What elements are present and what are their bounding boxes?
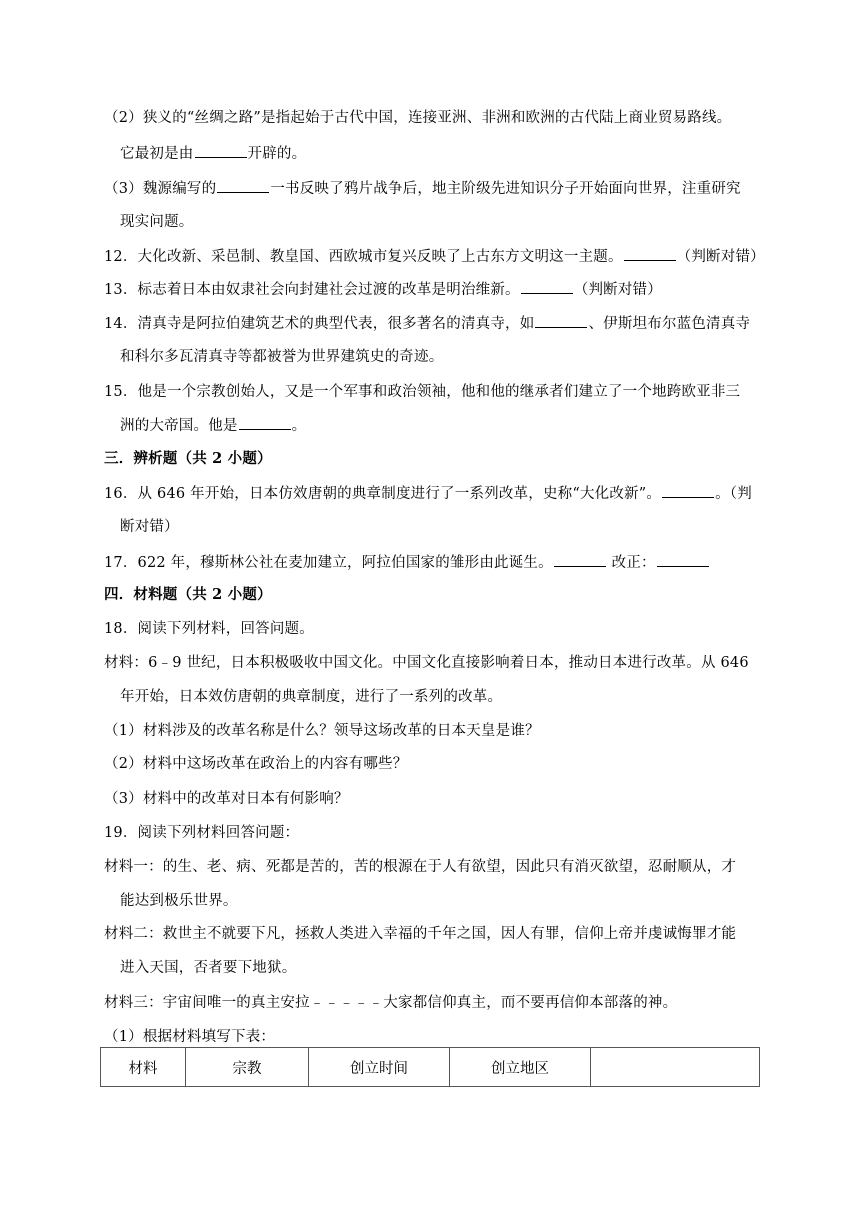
question-18-1: （1）材料涉及的改革名称是什么？领导这场改革的日本天皇是谁？ (104, 723, 540, 739)
text: 一书反映了鸦片战争后，地主阶级先进知识分子开始面向世界，注重研究 (270, 181, 741, 197)
question-13 (104, 279, 662, 300)
table-header-empty (591, 1048, 760, 1087)
material-19-3: 材料三：宇宙间唯一的真主安拉﹣﹣﹣﹣﹣大家都信仰真主，而不要再信仰本部落的神。 (104, 995, 678, 1011)
answer-blank (535, 313, 587, 328)
text: 12．大化改新、采邑制、教皇国、西欧城市复兴反映了上古东方文明这一主题。 (104, 249, 623, 265)
question-16-line-1 (104, 483, 752, 504)
answer-blank (521, 279, 573, 294)
answer-blank (217, 178, 269, 193)
question-19: 19．阅读下列材料回答问题： (104, 825, 300, 841)
text: 17．622 年，穆斯林公社在麦加建立，阿拉伯国家的雏形由此诞生。 (104, 555, 553, 571)
question-18-3: （3）材料中的改革对日本有何影响？ (104, 791, 349, 807)
table-row (101, 1048, 760, 1087)
question-11-3-line-2: 现实问题。 (120, 214, 194, 230)
section-3-heading: 三．辨析题（共 2 小题） (104, 450, 272, 467)
text: 。（判 (715, 486, 752, 502)
text: 、伊斯坦布尔蓝色清真寺 (588, 316, 751, 332)
table-header-religion: 宗教 (186, 1048, 309, 1087)
answer-blank (662, 483, 714, 498)
answer-blank (239, 415, 291, 430)
question-11-2-line-1: （2）狭义的“丝绸之路”是指起始于古代中国，连接亚洲、非洲和欧洲的古代陆上商业贸易路线。 (104, 110, 732, 126)
text: 改正： (611, 555, 656, 571)
text: 。 (291, 418, 307, 434)
material-19-2-line-2: 进入天国，否者要下地狱。 (120, 960, 297, 976)
material-19-1-line-2: 能达到极乐世界。 (120, 893, 238, 909)
question-15-line-2 (120, 415, 306, 436)
material-18-line-2: 年开始，日本效仿唐朝的典章制度，进行了一系列的改革。 (120, 689, 503, 705)
answer-blank (195, 143, 247, 158)
material-18-line-1: 材料：6﹣9 世纪，日本积极吸收中国文化。中国文化直接影响着日本，推动日本进行改革。从 646 (104, 655, 749, 671)
text: （判断对错） (573, 282, 662, 298)
question-18-2: （2）材料中这场改革在政治上的内容有哪些？ (104, 756, 408, 772)
material-19-2-line-1: 材料二：救世主不就要下凡，拯救人类进入幸福的千年之国，因人有罪，信仰上帝并虔诚悔罪才能 (104, 926, 737, 942)
question-18: 18．阅读下列材料，回答问题。 (104, 621, 314, 637)
question-15-line-1: 15．他是一个宗教创始人，又是一个军事和政治领袖，他和他的继承者们建立了一个地跨欧亚非三 (104, 384, 741, 400)
question-16-line-2: 断对错） (120, 519, 179, 535)
text: 它最初是由 (120, 146, 194, 162)
text: 14．清真寺是阿拉伯建筑艺术的典型代表，很多著名的清真寺，如 (104, 316, 535, 332)
section-4-heading: 四．材料题（共 2 小题） (104, 586, 272, 603)
text: （判断对错） (676, 249, 765, 265)
question-14-line-2: 和科尔多瓦清真寺等都被誉为世界建筑史的奇迹。 (120, 349, 444, 365)
text: （3）魏源编写的 (104, 181, 217, 197)
table-header-material: 材料 (101, 1048, 186, 1087)
material-19-1-line-1: 材料一：的生、老、病、死都是苦的，苦的根源在于人有欲望，因此只有消灭欲望，忍耐顺从，才 (104, 859, 737, 875)
text: 13．标志着日本由奴隶社会向封建社会过渡的改革是明治维新。 (104, 282, 520, 298)
question-11-3-line-1 (104, 178, 741, 199)
question-19-1: （1）根据材料填写下表： (104, 1029, 276, 1045)
text: 16．从 646 年开始，日本仿效唐朝的典章制度进行了一系列改革，史称“大化改新”。 (104, 486, 662, 502)
question-11-2-line-2 (120, 143, 306, 164)
question-12 (104, 246, 765, 267)
answer-blank (624, 246, 676, 261)
fill-in-table (100, 1047, 760, 1087)
text: 开辟的。 (247, 146, 307, 162)
answer-blank (554, 552, 606, 567)
question-17 (104, 552, 710, 573)
text: 洲的大帝国。他是 (120, 418, 238, 434)
answer-blank (657, 552, 709, 567)
table-header-founding-time: 创立时间 (309, 1048, 450, 1087)
question-14-line-1 (104, 313, 750, 334)
table-header-founding-region: 创立地区 (450, 1048, 591, 1087)
